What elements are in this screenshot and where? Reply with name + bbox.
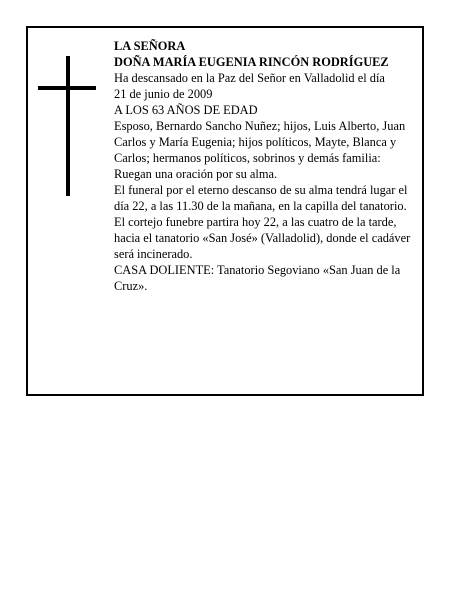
cross-icon-crossbar bbox=[38, 86, 96, 90]
cross-icon bbox=[66, 56, 70, 196]
prayer-request: Ruegan una oración por su alma. bbox=[114, 167, 278, 181]
family-members: Esposo, Bernardo Sancho Nuñez; hijos, Luis Alberto, Juan Carlos y María Eugenia; hijos políticos, Mayte, Blanca y Carlos; hermanos políticos, sobrinos y demás familia: bbox=[114, 119, 406, 165]
deceased-name: DOÑA MARÍA EUGENIA RINCÓN RODRÍGUEZ bbox=[114, 55, 389, 69]
funeral-home: CASA DOLIENTE: Tanatorio Segoviano «San Juan de la Cruz». bbox=[114, 263, 401, 293]
cortege-details: El cortejo funebre partira hoy 22, a las cuatro de la tarde, hacia el tanatorio «San José» (Valladolid), donde el cadáver será incinerado. bbox=[114, 215, 411, 261]
death-announcement-line-1: Ha descansado en la Paz del Señor en Valladolid el día bbox=[114, 71, 385, 85]
death-announcement-line-2: 21 de junio de 2009 bbox=[114, 87, 213, 101]
age-at-death: A LOS 63 AÑOS DE EDAD bbox=[114, 103, 258, 117]
funeral-details: El funeral por el eterno descanso de su alma tendrá lugar el día 22, a las 11.30 de la mañana, en la capilla del tanatorio. bbox=[114, 183, 408, 213]
obituary-text bbox=[114, 38, 422, 294]
notice-title: LA SEÑORA bbox=[114, 39, 186, 53]
